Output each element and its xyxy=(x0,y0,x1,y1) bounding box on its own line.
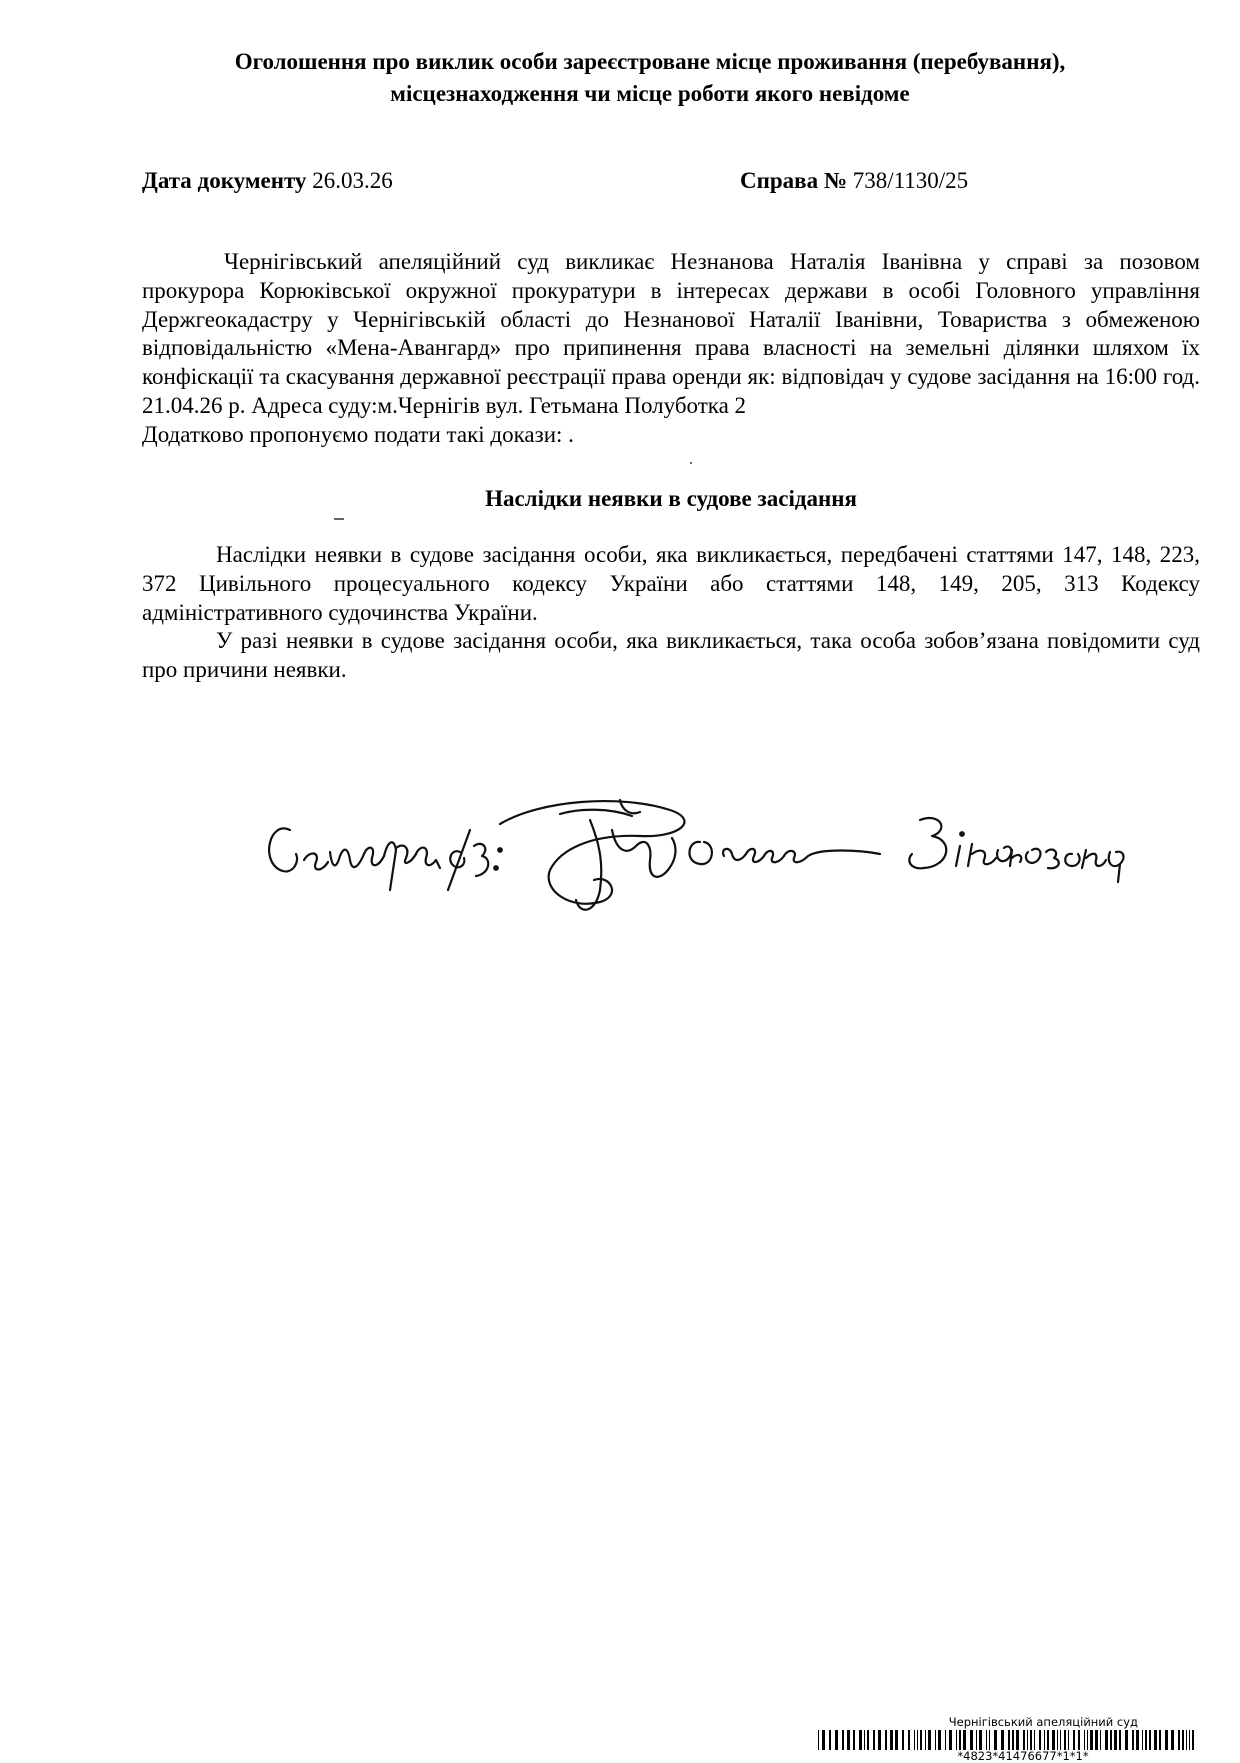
barcode-bar xyxy=(1090,1730,1093,1750)
barcode-bar xyxy=(864,1730,865,1750)
date-value: 26.03.26 xyxy=(312,168,393,193)
barcode-bar xyxy=(963,1730,966,1750)
barcode-bar xyxy=(1189,1730,1190,1750)
summons-paragraph: Чернігівський апеляційний суд викликає Незнанова Наталія Іванівна у справі за позовом прокурора Корюківської окружної прокуратури в інтересах держави в особі Головного управління Держгеокадастру у Чернігівській області до Незнанової Наталії Іванівни, Товариства з обмеженою відповідальністю «Мена-Авангард» про припинення права власності на земельні ділянки шляхом їх конфіскації та скасування державної реєстрації права оренди як: відповідач у судове засідання на 16:00 год. 21.04.26 р. Адреса суду:м.Чернігів вул. Гетьмана Полуботка 2 xyxy=(142,249,1200,418)
barcode-bar xyxy=(1001,1730,1004,1750)
barcode-bar xyxy=(1159,1730,1161,1750)
barcode-bar xyxy=(873,1730,875,1750)
handwritten-signature xyxy=(260,790,1190,940)
barcode-bar xyxy=(1171,1730,1174,1750)
summons-body xyxy=(142,248,1200,450)
barcode-bar xyxy=(1119,1730,1121,1750)
barcode-bar xyxy=(1186,1730,1187,1750)
barcode-bar xyxy=(890,1730,893,1750)
barcode-bar xyxy=(1023,1730,1025,1750)
barcode-bar xyxy=(1132,1730,1134,1750)
barcode-bar xyxy=(1052,1730,1055,1750)
barcode-bar xyxy=(1078,1730,1080,1750)
barcode-bar xyxy=(1064,1730,1066,1750)
barcode-bar xyxy=(1149,1730,1151,1750)
barcode-bar xyxy=(1068,1730,1069,1750)
document-date xyxy=(142,168,393,194)
consequences-paragraph: Наслідки неявки в судове засідання особи, яка викликається, передбачені статтями 147, 148, 223, 372 Цивільного процесуального кодексу України або статтями 148, 149, 205, 313 Кодексу адміністративного судочинства України. xyxy=(142,542,1200,625)
barcode-icon xyxy=(818,1730,1198,1750)
barcode-bar xyxy=(818,1730,819,1750)
barcode-bar xyxy=(1125,1730,1128,1750)
barcode-bar xyxy=(989,1730,990,1750)
barcode-court-label: Чернігівський апеляційний суд xyxy=(948,1715,1138,1729)
barcode-bar xyxy=(1027,1730,1028,1750)
barcode-bar xyxy=(956,1730,957,1750)
barcode-code: *4823*41476677*1*1* xyxy=(957,1749,1089,1763)
barcode-bar xyxy=(917,1730,918,1750)
barcode-bar xyxy=(1178,1730,1180,1750)
consequences-heading: Наслідки неявки в судове засідання xyxy=(485,486,857,511)
barcode-bar xyxy=(1073,1730,1075,1750)
barcode-bar xyxy=(1047,1730,1049,1750)
barcode-bar xyxy=(1154,1730,1157,1750)
barcode-bar xyxy=(885,1730,887,1750)
barcode-bar xyxy=(902,1730,904,1750)
barcode-bar xyxy=(976,1730,977,1750)
barcode-bar xyxy=(1110,1730,1112,1750)
barcode-bar xyxy=(1012,1730,1014,1750)
case-number xyxy=(740,168,968,194)
barcode-bar xyxy=(1039,1730,1041,1750)
scan-speck xyxy=(334,518,344,520)
barcode-bar xyxy=(835,1730,838,1750)
barcode-bar xyxy=(979,1730,982,1750)
barcode-bar xyxy=(1114,1730,1117,1750)
document-title xyxy=(150,46,1150,110)
barcode-bar xyxy=(1084,1730,1085,1750)
barcode-bar xyxy=(994,1730,997,1750)
barcode-bar xyxy=(949,1730,952,1750)
barcode-bar xyxy=(1044,1730,1045,1750)
barcode-bar xyxy=(935,1730,936,1750)
barcode-bar xyxy=(822,1730,825,1750)
barcode-bar xyxy=(1136,1730,1139,1750)
barcode-bar xyxy=(1034,1730,1035,1750)
date-label: Дата документу xyxy=(142,168,307,193)
barcode-bar xyxy=(959,1730,961,1750)
evidence-paragraph: Додатково пропонуємо подати такі докази: . xyxy=(142,421,574,447)
barcode-bar xyxy=(1192,1730,1194,1750)
barcode-bar xyxy=(1008,1730,1010,1750)
case-value: 738/1130/25 xyxy=(852,168,969,193)
barcode-bar xyxy=(1057,1730,1058,1750)
barcode-bar xyxy=(1095,1730,1098,1750)
title-line-2: місцезнаходження чи місце роботи якого невідоме xyxy=(390,81,910,106)
barcode-bar xyxy=(842,1730,844,1750)
barcode-bar xyxy=(1165,1730,1168,1750)
barcode-bar xyxy=(908,1730,910,1750)
barcode-bar xyxy=(847,1730,850,1750)
barcode-bar xyxy=(878,1730,881,1750)
barcode-bar xyxy=(829,1730,831,1750)
barcode-bar xyxy=(1145,1730,1147,1750)
barcode-bar xyxy=(867,1730,869,1750)
barcode-bar xyxy=(1016,1730,1019,1750)
barcode-bar xyxy=(945,1730,946,1750)
barcode-bar xyxy=(1100,1730,1101,1750)
barcode-bar xyxy=(1182,1730,1184,1750)
barcode-bar xyxy=(1087,1730,1088,1750)
notification-paragraph: У разі неявки в судове засідання особи, яка викликається, така особа зобов’язана повідомити суд про причини неявки. xyxy=(142,628,1200,683)
consequences-body xyxy=(142,541,1200,685)
barcode-bar xyxy=(1142,1730,1143,1750)
barcode-bar xyxy=(925,1730,926,1750)
barcode-bar xyxy=(938,1730,941,1750)
case-label: Справа № xyxy=(740,168,847,193)
registration-barcode xyxy=(818,1716,1198,1763)
barcode-bar xyxy=(920,1730,922,1750)
barcode-bar xyxy=(895,1730,898,1750)
barcode-bar xyxy=(1060,1730,1061,1750)
barcode-bar xyxy=(970,1730,973,1750)
barcode-bar xyxy=(914,1730,915,1750)
barcode-bar xyxy=(853,1730,855,1750)
title-line-1: Оголошення про виклик особи зареєстроване місце проживання (перебування), xyxy=(234,49,1066,74)
barcode-bar xyxy=(859,1730,862,1750)
barcode-bar xyxy=(1105,1730,1108,1750)
barcode-bar xyxy=(986,1730,987,1750)
barcode-bar xyxy=(1030,1730,1032,1750)
scan-speck xyxy=(690,462,692,464)
barcode-bar xyxy=(928,1730,931,1750)
